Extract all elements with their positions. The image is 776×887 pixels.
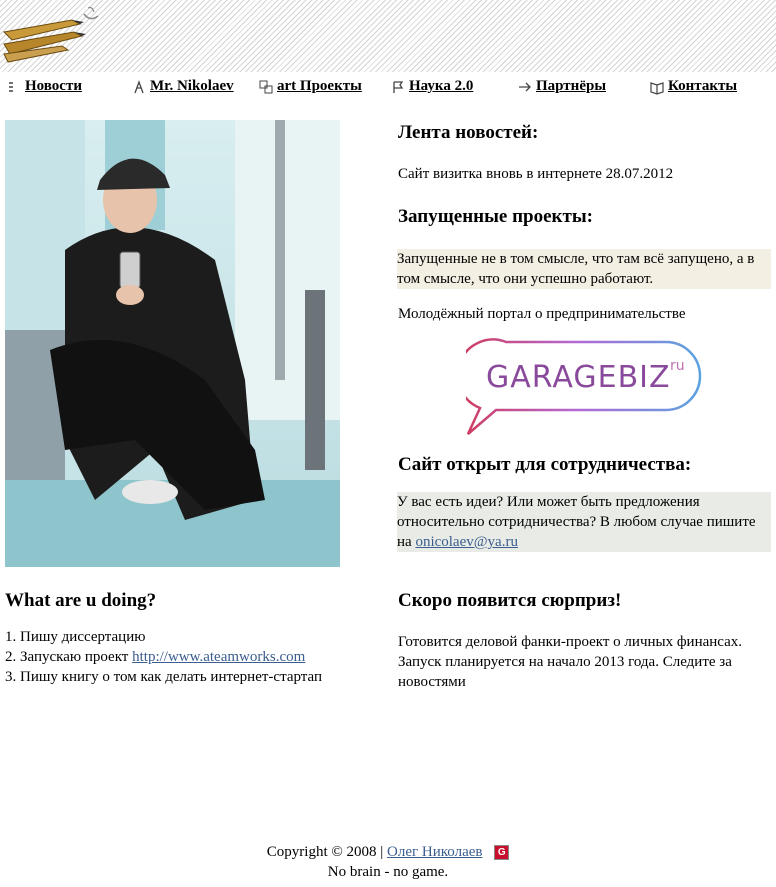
header-banner [0,0,776,72]
footer-copyright-line [0,844,776,861]
nav-link-nikolaev[interactable]: Mr. Nikolaev [150,78,234,94]
doing-title: What are u doing? [5,590,157,611]
nav-link-science[interactable]: Наука 2.0 [409,78,474,94]
cooperation-text-body: У вас есть идеи? Или может быть предложения относительно сотридничества? В любом случае пишите на [397,494,756,550]
nav-link-contacts[interactable]: Контакты [668,78,738,94]
author-link[interactable]: Олег Николаев [387,844,483,860]
garagebiz-logo-suffix: ru [670,358,685,374]
cooperation-title: Сайт открыт для сотрудничества: [398,454,692,475]
nav-link-partners[interactable]: Партнёры [536,78,607,94]
nav-item-news[interactable] [6,78,82,95]
copyright-text: Copyright © 2008 | [266,844,384,860]
arrow-icon [517,79,533,95]
garagebiz-logo-text: GARAGEBIZ [486,360,671,395]
nav-item-science[interactable] [390,78,473,95]
nav-item-nikolaev[interactable] [131,78,234,95]
nav-link-art-projects[interactable]: art Проекты [277,78,362,94]
list-icon [6,79,22,95]
doing-item-1: 1. Пишу диссертацию [5,629,146,645]
book-icon [649,79,665,95]
nav-item-art-projects[interactable] [258,78,362,95]
shapes-icon [258,79,274,95]
email-link[interactable]: onicolaev@ya.ru [415,534,518,550]
surprise-text: Готовится деловой фанки-проект о личных финансах. Запуск планируется на начало 2013 года. Следите за новостями [398,634,743,690]
news-item: Сайт визитка вновь в интернете 28.07.2012 [398,166,674,182]
pencils-logo-icon [2,2,102,64]
doing-list [5,627,355,687]
main-nav [0,74,776,100]
surprise-title: Скоро появится сюрприз! [398,590,622,611]
nav-item-partners[interactable] [517,78,606,95]
projects-title: Запущенные проекты: [398,206,594,227]
doing-item-3: 3. Пишу книгу о том как делать интернет-стартап [5,669,322,685]
nav-item-contacts[interactable] [649,78,737,95]
doing-item-2-prefix: 2. Запускаю проект [5,649,129,665]
profile-photo [5,120,340,567]
footer-tagline: No brain - no game. [327,864,449,880]
ateamworks-link[interactable]: http://www.ateamworks.com [132,649,306,665]
cooperation-text [397,492,771,552]
news-title: Лента новостей: [398,122,539,143]
flag-icon [390,79,406,95]
g-badge-icon[interactable]: G [494,845,509,860]
portal-text: Молодёжный портал о предпринимательстве [398,306,686,322]
nav-link-news[interactable]: Новости [25,78,82,94]
doing-item-2 [5,647,355,667]
projects-note: Запущенные не в том смысле, что там всё запущено, а в том смысле, что они успешно работают. [397,249,771,289]
garagebiz-logo[interactable] [466,338,706,438]
compass-icon [131,79,147,95]
